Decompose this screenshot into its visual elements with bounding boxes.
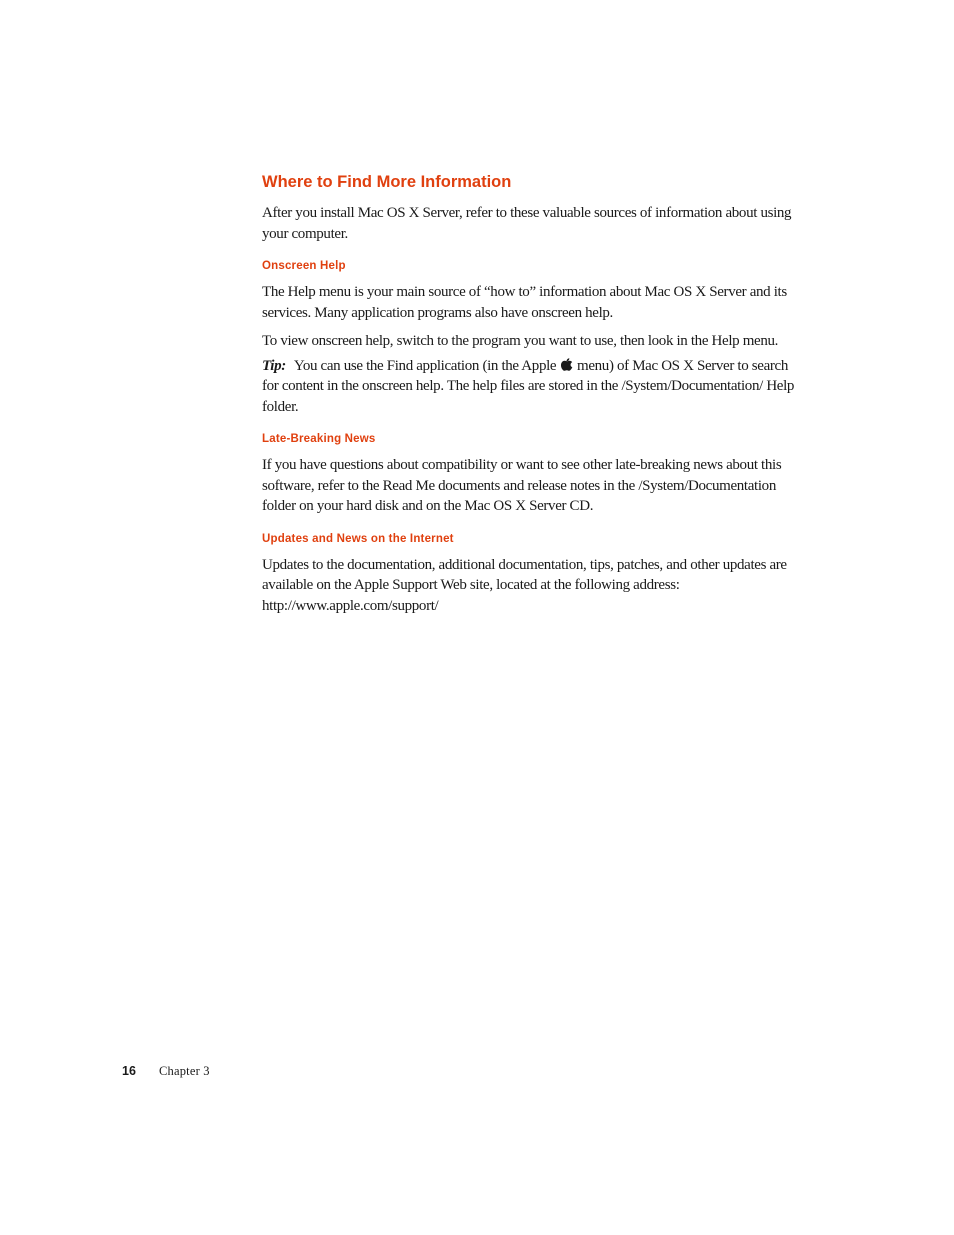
apple-logo-icon: [561, 358, 573, 371]
section-title: Where to Find More Information: [262, 173, 512, 191]
late-breaking-paragraph: If you have questions about compatibility or want to see other late-breaking news about this software, refer to the Read Me documents and release notes in the /System/Documentation folder on your hard disk and on the Mac OS X Server CD.: [262, 457, 782, 514]
page-footer: [122, 1062, 210, 1080]
page-content: [262, 170, 802, 624]
tip-label: Tip:: [262, 357, 286, 374]
support-url: http://www.apple.com/support/: [262, 597, 439, 614]
page-number: 16: [122, 1064, 136, 1078]
onscreen-help-heading: Onscreen Help: [262, 260, 346, 272]
chapter-label: Chapter 3: [159, 1064, 210, 1078]
tip-text-after: menu) of Mac OS X Server to search for content in the onscreen help. The help files are stored in the /System/Documentation/ Help folder.: [262, 357, 795, 415]
tip-paragraph: [262, 356, 802, 418]
onscreen-help-paragraph-2: To view onscreen help, switch to the program you want to use, then look in the Help menu.: [262, 333, 779, 349]
updates-text: Updates to the documentation, additional documentation, tips, patches, and other updates are available on the Apple Support Web site, located at the following address:: [262, 556, 787, 593]
tip-text-before: You can use the Find application (in the Apple: [293, 357, 557, 374]
late-breaking-heading: Late-Breaking News: [262, 433, 376, 445]
intro-paragraph: After you install Mac OS X Server, refer to these valuable sources of information about using your computer.: [262, 205, 792, 242]
updates-paragraph: [262, 555, 802, 617]
updates-heading: Updates and News on the Internet: [262, 532, 454, 545]
onscreen-help-paragraph-1: The Help menu is your main source of “how to” information about Mac OS X Server and its services. Many application programs also have onscreen help.: [262, 284, 787, 321]
